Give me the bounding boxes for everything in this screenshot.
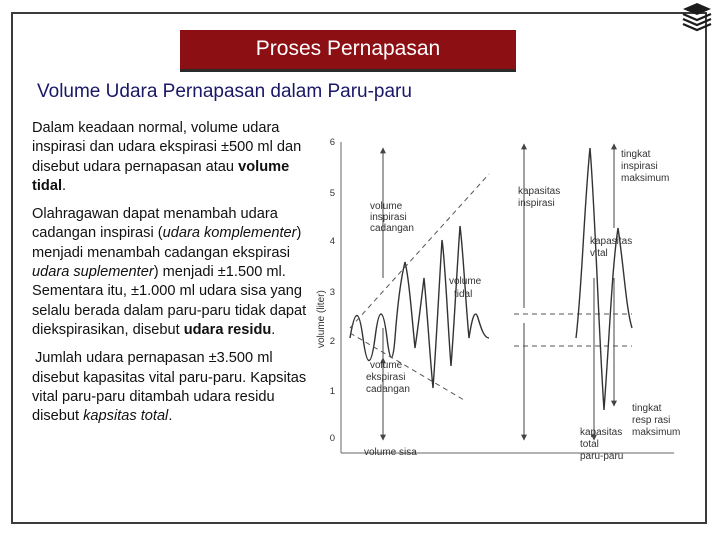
label-line: tidal [454,289,473,300]
y-tick: 4 [329,236,335,247]
label-line: cadangan [370,223,414,234]
text-run: Olahragawan dapat menambah udara cadangan inspirasi ( [32,206,278,242]
y-tick: 5 [329,188,335,199]
y-tick: 6 [329,137,335,148]
stack-logo-icon [680,2,714,32]
label-volume-tidal: volume [449,276,482,287]
label-kapasitas-inspirasi: kapasitas [518,186,561,197]
label-kapasitas-total: kapasitas [580,427,623,438]
text-run: volume tidal [32,158,290,194]
label-tingkat-respirasi: tingkat [632,403,662,414]
label-kapasitas-vital: kapasitas [590,236,633,247]
text-run: ) menjadi menambah cadangan ekspirasi [32,225,302,261]
label-line: maksimum [632,427,681,438]
label-line: paru-paru [580,451,624,462]
text-run: . [62,177,67,194]
text-run: Dalam keadaan normal, volume udara inspirasi dan udara ekspirasi ±500 ml dan disebut udara pernapasan atau [32,120,302,175]
slide-title: Proses Pernapasan [255,37,441,60]
lung-volume-diagram [314,128,700,478]
text-run: ) menjadi ±1.500 ml. Sementara itu, ±1.000 ml udara sisa yang selalu berada dalam paru-paru tidak dapat diekspirasikan, disebut [32,264,307,338]
capacity-trace [576,148,632,410]
label-line: inspirasi [621,161,658,172]
text-run: udara suplementer [32,264,154,281]
label-line: cadangan [366,384,410,395]
y-tick: 3 [329,287,335,298]
paragraph-1 [32,119,317,196]
label-volume-inspirasi-cadangan: volume [370,201,403,212]
text-run: udara residu [183,321,272,338]
label-tingkat-inspirasi: tingkat [621,149,651,160]
label-line: total [580,439,599,450]
label-line: inspirasi [370,212,407,223]
text-run: Jumlah udara pernapasan ±3.500 ml disebut kapasitas vital paru-paru. Kapsitas vital paru-paru ditambah udara residu disebut [32,350,307,425]
label-line: inspirasi [518,198,555,209]
body-text [32,119,317,435]
y-tick: 0 [329,433,335,444]
label-line: ekspirasi [366,372,406,383]
title-banner [180,30,516,72]
y-tick: 1 [329,386,335,397]
label-volume-ekspirasi-cadangan: volume [370,360,403,371]
label-line: vital [590,248,608,259]
slide-subtitle: Volume Udara Pernapasan dalam Paru-paru [37,81,412,102]
paragraph-2 [32,205,317,340]
text-run: . [168,408,173,425]
x-axis-label: volume sisa [364,447,417,458]
y-tick: 2 [329,336,335,347]
paragraph-3 [32,349,317,426]
text-run: . [271,321,276,338]
label-line: maksimum [621,173,670,184]
inspiration-envelope [350,174,489,328]
text-run: kapsitas total [83,408,169,425]
text-run: udara komplementer [162,225,297,242]
label-line: resp rasi [632,415,671,426]
y-axis-label: volume (liter) [316,290,327,348]
